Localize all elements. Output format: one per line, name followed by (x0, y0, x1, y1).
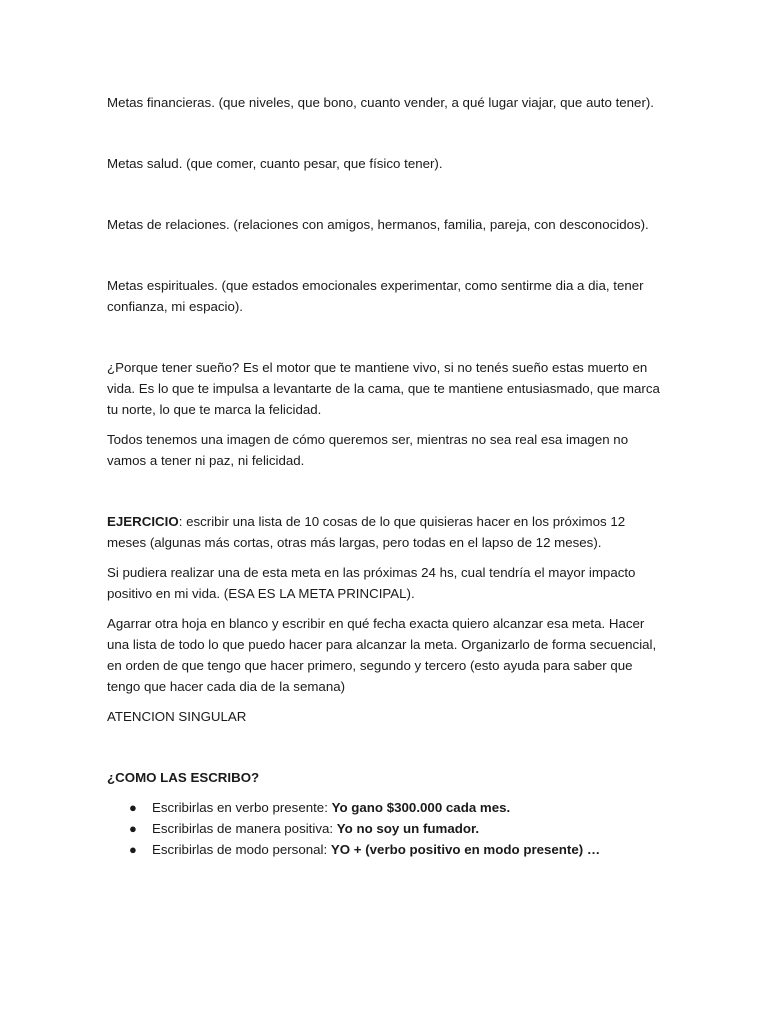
paragraph-metas-salud: Metas salud. (que comer, cuanto pesar, que físico tener). (107, 156, 443, 171)
list-item (107, 797, 667, 818)
paragraph-imagen: Todos tenemos una imagen de cómo queremos ser, mientras no sea real esa imagen no vamos a tener ni paz, ni felicidad. (107, 432, 629, 468)
document-page (107, 92, 667, 860)
ejercicio-label: EJERCICIO (107, 514, 179, 529)
ejercicio-text: : escribir una lista de 10 cosas de lo que quisieras hacer en los próximos 12 meses (algunas más cortas, otras más largas, pero todas en el lapso de 12 meses). (107, 514, 626, 550)
bullet-icon: ● (129, 821, 137, 836)
bullet-icon: ● (129, 800, 137, 815)
list-item-bold: Yo gano $300.000 cada mes. (331, 800, 511, 815)
paragraph-atencion-singular: ATENCION SINGULAR (107, 709, 247, 724)
list-item-bold: Yo no soy un fumador. (336, 821, 480, 836)
bullet-list (107, 797, 667, 860)
section-heading (107, 767, 667, 788)
list-item-text: Escribirlas de manera positiva: (152, 821, 337, 836)
paragraph-metas-espirituales: Metas espirituales. (que estados emocionales experimentar, como sentirme dia a dia, tener confianza, mi espacio). (107, 278, 644, 314)
bullet-icon: ● (129, 842, 137, 857)
list-item (107, 818, 667, 839)
paragraph-metas-relaciones: Metas de relaciones. (relaciones con amigos, hermanos, familia, pareja, con desconocidos). (107, 217, 649, 232)
paragraph-meta-principal: Si pudiera realizar una de esta meta en las próximas 24 hs, cual tendría el mayor impacto positivo en mi vida. (ESA ES LA META PRINCIPAL). (107, 565, 636, 601)
paragraph-hoja-en-blanco: Agarrar otra hoja en blanco y escribir en qué fecha exacta quiero alcanzar esa meta. Hacer una lista de todo lo que puedo hacer para alcanzar la meta. Organizarlo de forma secuencial, en orden de que tengo que hacer primero, segundo y tercero (esto ayuda para saber que tengo que hacer cada dia de la semana) (107, 616, 657, 694)
paragraph-porque-tener-sueno: ¿Porque tener sueño? Es el motor que te mantiene vivo, si no tenés sueño estas muerto en vida. Es lo que te impulsa a levantarte de la cama, que te mantiene entusiasmado, que marca tu norte, lo que te marca la felicidad. (107, 360, 660, 417)
paragraph-ejercicio (107, 511, 667, 553)
paragraph-metas-financieras: Metas financieras. (que niveles, que bono, cuanto vender, a qué lugar viajar, que auto tener). (107, 95, 655, 110)
list-item-bold: YO + (verbo positivo en modo presente) … (330, 842, 601, 857)
list-item (107, 839, 667, 860)
heading-text: ¿COMO LAS ESCRIBO? (107, 770, 260, 785)
list-item-text: Escribirlas en verbo presente: (152, 800, 332, 815)
list-item-text: Escribirlas de modo personal: (152, 842, 331, 857)
